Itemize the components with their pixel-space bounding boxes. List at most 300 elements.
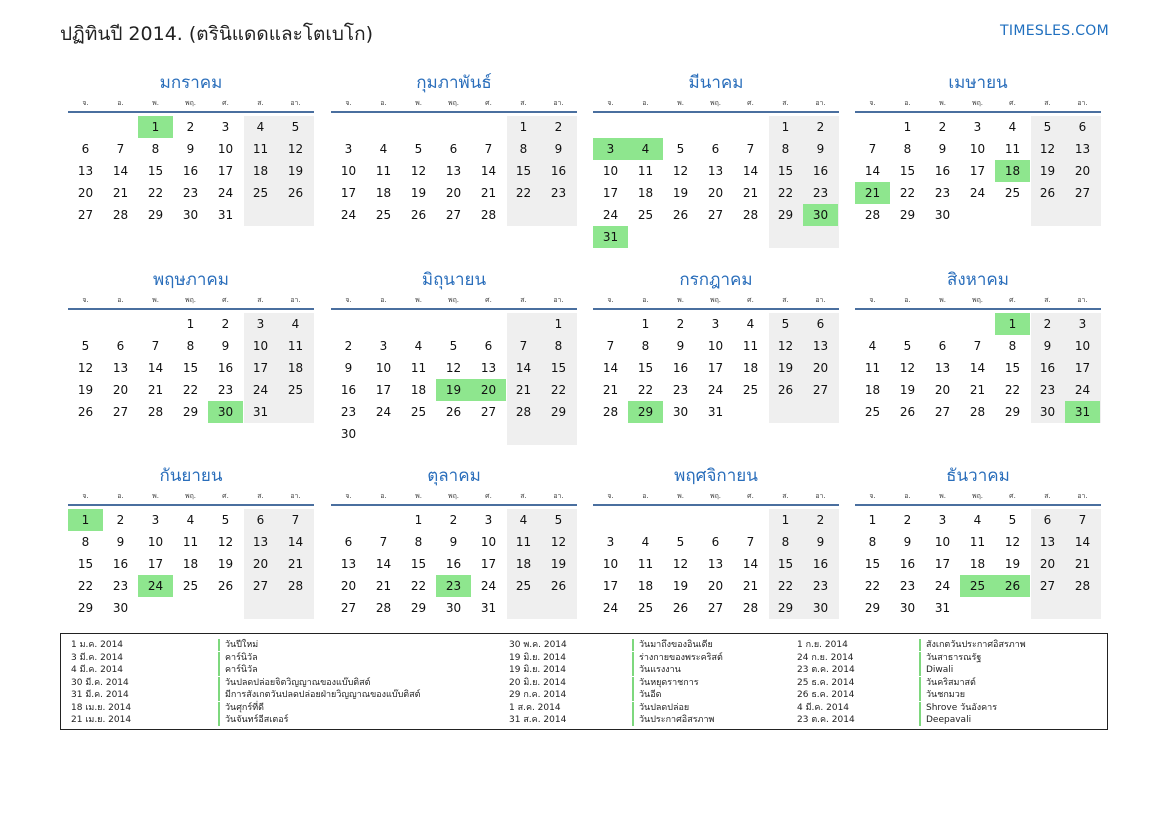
- day-cell: 25: [252, 186, 269, 200]
- day-cell: 9: [1043, 339, 1052, 353]
- day-cell: 2: [344, 339, 353, 353]
- day-cell: 16: [812, 164, 829, 178]
- day-grid: [855, 113, 1101, 253]
- day-cell: 27: [445, 208, 462, 222]
- day-cell: 5: [1008, 513, 1017, 527]
- weekday-label: อ.: [117, 99, 124, 107]
- day-cell: 10: [969, 142, 986, 156]
- weekday-label: อ.: [904, 99, 911, 107]
- day-cell: 1: [868, 513, 877, 527]
- day-cell: 8: [903, 142, 912, 156]
- day-cell: 24: [1074, 383, 1091, 397]
- day-cell: 24: [934, 579, 951, 593]
- day-cell: 31: [252, 405, 269, 419]
- day-cell: 4: [256, 120, 265, 134]
- legend-item: [797, 677, 976, 690]
- day-cell: 15: [77, 557, 94, 571]
- day-cell: 16: [217, 361, 234, 375]
- weekday-label: พฤ.: [184, 99, 197, 107]
- holiday-name: วันปีใหม่: [218, 639, 258, 651]
- legend-item: [71, 689, 421, 702]
- weekday-label: ศ.: [485, 296, 492, 304]
- weekday-label: ส.: [257, 492, 264, 500]
- day-cell: 27: [340, 601, 357, 615]
- holiday-day-cell: 24: [138, 575, 173, 597]
- day-cell: 16: [340, 383, 357, 397]
- day-cell: 8: [781, 142, 790, 156]
- day-cell: 13: [445, 164, 462, 178]
- legend-item: [71, 702, 264, 715]
- day-cell: 21: [742, 579, 759, 593]
- day-cell: 24: [602, 208, 619, 222]
- legend-item: [509, 652, 723, 665]
- day-grid: [331, 113, 577, 253]
- holiday-date: 24 ก.ย. 2014: [797, 652, 854, 663]
- day-cell: 14: [515, 361, 532, 375]
- day-cell: 11: [252, 142, 269, 156]
- day-cell: 12: [1004, 535, 1021, 549]
- day-cell: 25: [375, 208, 392, 222]
- holiday-date: 31 มี.ค. 2014: [71, 690, 129, 700]
- holiday-name: สังเกตวันประกาศอิสรภาพ: [919, 639, 1026, 651]
- day-cell: 14: [480, 164, 497, 178]
- day-cell: 20: [445, 186, 462, 200]
- day-cell: 29: [77, 601, 94, 615]
- day-cell: 29: [410, 601, 427, 615]
- day-cell: 29: [1004, 405, 1021, 419]
- day-cell: 28: [375, 601, 392, 615]
- holiday-name: วันอีด: [632, 689, 661, 701]
- month-title: ตุลาคม: [427, 466, 481, 486]
- day-grid: [855, 506, 1101, 646]
- day-cell: 24: [375, 405, 392, 419]
- day-cell: 25: [515, 579, 532, 593]
- day-cell: 3: [484, 513, 493, 527]
- weekday-label: อา.: [1077, 492, 1088, 500]
- day-cell: 25: [637, 601, 654, 615]
- holiday-name: คาร์นิวัล: [218, 664, 258, 676]
- month-block: [68, 70, 314, 253]
- day-cell: 10: [340, 164, 357, 178]
- day-cell: 26: [899, 405, 916, 419]
- weekday-header: [593, 489, 839, 503]
- holiday-name: วันชกมวย: [919, 689, 965, 701]
- day-cell: 23: [217, 383, 234, 397]
- weekday-label: จ.: [82, 99, 89, 107]
- day-cell: 1: [903, 120, 912, 134]
- day-cell: 11: [515, 535, 532, 549]
- day-cell: 14: [969, 361, 986, 375]
- day-cell: 17: [1074, 361, 1091, 375]
- day-cell: 8: [186, 339, 195, 353]
- holiday-day-cell: 1: [138, 116, 173, 138]
- weekday-label: จ.: [345, 492, 352, 500]
- day-cell: 5: [676, 535, 685, 549]
- day-cell: 28: [602, 405, 619, 419]
- month-title: ธันวาคม: [946, 466, 1010, 486]
- day-grid: [68, 113, 314, 253]
- day-cell: 12: [287, 142, 304, 156]
- day-cell: 23: [550, 186, 567, 200]
- weekday-label: ส.: [782, 492, 789, 500]
- day-cell: 6: [484, 339, 493, 353]
- weekday-label: ส.: [257, 99, 264, 107]
- weekday-label: จ.: [607, 99, 614, 107]
- weekday-label: พฤ.: [447, 99, 460, 107]
- day-cell: 15: [899, 164, 916, 178]
- weekday-label: ศ.: [747, 296, 754, 304]
- holiday-name: คาร์นิวัล: [218, 652, 258, 664]
- day-cell: 12: [1039, 142, 1056, 156]
- weekday-label: จ.: [869, 492, 876, 500]
- month-title: กรกฎาคม: [679, 270, 753, 290]
- day-cell: 10: [707, 339, 724, 353]
- weekday-label: อา.: [815, 492, 826, 500]
- holiday-day-cell: 20: [471, 379, 506, 401]
- day-cell: 6: [816, 317, 825, 331]
- day-cell: 13: [77, 164, 94, 178]
- weekday-label: พฤ.: [971, 99, 984, 107]
- day-cell: 27: [77, 208, 94, 222]
- day-cell: 7: [116, 142, 125, 156]
- day-cell: 21: [515, 383, 532, 397]
- day-cell: 10: [602, 557, 619, 571]
- day-cell: 8: [519, 142, 528, 156]
- brand-link[interactable]: TIMESLES.COM: [1000, 23, 1109, 39]
- month-title: กุมภาพันธ์: [416, 73, 492, 93]
- day-cell: 18: [182, 557, 199, 571]
- day-cell: 23: [672, 383, 689, 397]
- day-cell: 24: [217, 186, 234, 200]
- day-cell: 26: [77, 405, 94, 419]
- weekday-label: อ.: [904, 492, 911, 500]
- day-cell: 20: [707, 579, 724, 593]
- day-cell: 28: [969, 405, 986, 419]
- day-cell: 27: [1074, 186, 1091, 200]
- holiday-date: 23 ต.ค. 2014: [797, 665, 855, 675]
- day-cell: 29: [182, 405, 199, 419]
- holiday-name: วันคริสมาสต์: [919, 677, 976, 689]
- day-cell: 18: [637, 186, 654, 200]
- day-cell: 29: [550, 405, 567, 419]
- day-cell: 26: [445, 405, 462, 419]
- weekday-label: ศ.: [747, 492, 754, 500]
- day-cell: 11: [637, 557, 654, 571]
- day-cell: 4: [868, 339, 877, 353]
- day-cell: 7: [519, 339, 528, 353]
- day-cell: 9: [676, 339, 685, 353]
- weekday-label: ศ.: [1009, 296, 1016, 304]
- day-cell: 22: [864, 579, 881, 593]
- weekday-label: ส.: [782, 296, 789, 304]
- weekday-label: ศ.: [485, 99, 492, 107]
- holiday-date: 25 ธ.ค. 2014: [797, 677, 855, 688]
- day-cell: 22: [777, 186, 794, 200]
- holiday-day-cell: 23: [436, 575, 471, 597]
- day-cell: 3: [938, 513, 947, 527]
- day-cell: 2: [816, 120, 825, 134]
- weekday-label: อา.: [815, 296, 826, 304]
- legend-item: [509, 714, 715, 727]
- day-cell: 13: [934, 361, 951, 375]
- day-cell: 11: [742, 339, 759, 353]
- holiday-date: 19 มิ.ย. 2014: [509, 665, 567, 675]
- weekday-label: จ.: [345, 296, 352, 304]
- weekday-label: อ.: [117, 492, 124, 500]
- day-cell: 24: [707, 383, 724, 397]
- day-cell: 18: [410, 383, 427, 397]
- legend-item: [509, 689, 662, 702]
- day-cell: 31: [217, 208, 234, 222]
- day-cell: 12: [899, 361, 916, 375]
- weekday-label: ส.: [257, 296, 264, 304]
- day-cell: 15: [637, 361, 654, 375]
- day-cell: 5: [676, 142, 685, 156]
- day-cell: 25: [742, 383, 759, 397]
- day-cell: 31: [934, 601, 951, 615]
- day-cell: 21: [1074, 557, 1091, 571]
- day-cell: 28: [112, 208, 129, 222]
- holiday-day-cell: 21: [855, 182, 890, 204]
- weekday-header: [331, 489, 577, 503]
- holiday-date: 18 เม.ย. 2014: [71, 702, 132, 713]
- holiday-date: 3 มี.ค. 2014: [71, 652, 124, 663]
- day-cell: 27: [1039, 579, 1056, 593]
- day-cell: 25: [864, 405, 881, 419]
- day-cell: 5: [449, 339, 458, 353]
- day-cell: 18: [287, 361, 304, 375]
- day-cell: 4: [973, 513, 982, 527]
- day-cell: 10: [1074, 339, 1091, 353]
- day-cell: 1: [781, 513, 790, 527]
- day-cell: 14: [147, 361, 164, 375]
- day-cell: 6: [81, 142, 90, 156]
- day-cell: 20: [707, 186, 724, 200]
- day-cell: 5: [414, 142, 423, 156]
- day-cell: 10: [934, 535, 951, 549]
- holiday-name: วันหยุดราชการ: [632, 677, 699, 689]
- day-cell: 3: [711, 317, 720, 331]
- legend-item: [71, 652, 258, 665]
- day-cell: 25: [410, 405, 427, 419]
- day-cell: 1: [641, 317, 650, 331]
- day-cell: 17: [340, 186, 357, 200]
- day-cell: 7: [291, 513, 300, 527]
- day-cell: 2: [186, 120, 195, 134]
- day-cell: 30: [112, 601, 129, 615]
- day-cell: 17: [252, 361, 269, 375]
- day-cell: 19: [550, 557, 567, 571]
- day-cell: 15: [1004, 361, 1021, 375]
- day-cell: 23: [182, 186, 199, 200]
- day-cell: 2: [676, 317, 685, 331]
- day-cell: 8: [868, 535, 877, 549]
- weekday-label: จ.: [82, 492, 89, 500]
- day-cell: 13: [1039, 535, 1056, 549]
- day-cell: 16: [182, 164, 199, 178]
- day-cell: 22: [1004, 383, 1021, 397]
- day-cell: 17: [934, 557, 951, 571]
- day-cell: 10: [602, 164, 619, 178]
- day-cell: 15: [777, 557, 794, 571]
- day-cell: 9: [344, 361, 353, 375]
- weekday-label: พ.: [152, 296, 159, 304]
- day-cell: 13: [707, 557, 724, 571]
- holiday-day-cell: 1: [68, 509, 103, 531]
- day-cell: 24: [602, 601, 619, 615]
- holiday-day-cell: 3: [593, 138, 628, 160]
- day-cell: 10: [252, 339, 269, 353]
- day-cell: 15: [777, 164, 794, 178]
- day-cell: 7: [606, 339, 615, 353]
- day-cell: 5: [1043, 120, 1052, 134]
- day-cell: 19: [77, 383, 94, 397]
- day-cell: 16: [112, 557, 129, 571]
- weekday-label: ศ.: [1009, 99, 1016, 107]
- day-cell: 8: [781, 535, 790, 549]
- weekday-label: พฤ.: [709, 99, 722, 107]
- weekday-label: ส.: [520, 99, 527, 107]
- day-cell: 4: [379, 142, 388, 156]
- weekday-header: [68, 293, 314, 307]
- weekday-label: ศ.: [747, 99, 754, 107]
- day-cell: 29: [899, 208, 916, 222]
- legend-column: [509, 639, 723, 727]
- day-cell: 14: [375, 557, 392, 571]
- day-cell: 4: [641, 535, 650, 549]
- month-block: [593, 267, 839, 450]
- weekday-label: อ.: [642, 99, 649, 107]
- day-cell: 17: [147, 557, 164, 571]
- day-grid: [68, 310, 314, 450]
- month-block: [593, 70, 839, 253]
- month-block: [68, 267, 314, 450]
- day-cell: 6: [1078, 120, 1087, 134]
- holiday-name: Shrove วันอังคาร: [919, 702, 997, 714]
- weekday-label: อ.: [380, 99, 387, 107]
- day-cell: 21: [602, 383, 619, 397]
- day-cell: 7: [379, 535, 388, 549]
- weekday-header: [68, 489, 314, 503]
- day-grid: [593, 506, 839, 646]
- day-cell: 28: [287, 579, 304, 593]
- holiday-name: วันปลดปล่อย: [632, 702, 689, 714]
- day-cell: 19: [217, 557, 234, 571]
- weekday-label: อ.: [642, 296, 649, 304]
- weekday-label: พฤ.: [971, 296, 984, 304]
- holiday-name: Diwali: [919, 664, 953, 676]
- day-cell: 15: [515, 164, 532, 178]
- day-cell: 23: [934, 186, 951, 200]
- day-cell: 8: [81, 535, 90, 549]
- day-cell: 22: [550, 383, 567, 397]
- weekday-label: ศ.: [222, 296, 229, 304]
- day-grid: [593, 113, 839, 253]
- month-block: [331, 267, 577, 450]
- day-cell: 11: [969, 535, 986, 549]
- month-block: [855, 463, 1101, 646]
- day-cell: 16: [812, 557, 829, 571]
- holiday-name: วันแรงงาน: [632, 664, 681, 676]
- day-cell: 27: [480, 405, 497, 419]
- day-cell: 28: [742, 208, 759, 222]
- month-block: [855, 267, 1101, 450]
- day-grid: [68, 506, 314, 646]
- weekday-header: [593, 293, 839, 307]
- month-block: [68, 463, 314, 646]
- holiday-day-cell: 18: [995, 160, 1030, 182]
- day-cell: 5: [903, 339, 912, 353]
- day-cell: 9: [903, 535, 912, 549]
- day-cell: 24: [252, 383, 269, 397]
- day-cell: 7: [1078, 513, 1087, 527]
- weekday-header: [593, 96, 839, 110]
- day-cell: 12: [445, 361, 462, 375]
- holiday-date: 4 มี.ค. 2014: [71, 665, 124, 675]
- weekday-label: พ.: [415, 99, 422, 107]
- day-cell: 20: [812, 361, 829, 375]
- holiday-name: วันศุกร์ที่ดี: [218, 702, 264, 714]
- day-cell: 27: [812, 383, 829, 397]
- day-cell: 16: [672, 361, 689, 375]
- day-cell: 27: [112, 405, 129, 419]
- day-cell: 3: [606, 535, 615, 549]
- day-cell: 27: [707, 601, 724, 615]
- weekday-label: ส.: [1044, 296, 1051, 304]
- day-grid: [331, 506, 577, 646]
- weekday-label: พฤ.: [447, 296, 460, 304]
- weekday-label: ศ.: [222, 492, 229, 500]
- legend-item: [71, 677, 371, 690]
- day-cell: 22: [777, 579, 794, 593]
- day-cell: 30: [812, 601, 829, 615]
- holiday-date: 30 พ.ค. 2014: [509, 640, 567, 650]
- weekday-label: จ.: [607, 492, 614, 500]
- day-cell: 9: [186, 142, 195, 156]
- holiday-date: 20 มิ.ย. 2014: [509, 677, 567, 688]
- day-cell: 28: [480, 208, 497, 222]
- day-cell: 24: [480, 579, 497, 593]
- weekday-label: อ.: [904, 296, 911, 304]
- weekday-header: [855, 293, 1101, 307]
- day-cell: 13: [112, 361, 129, 375]
- day-cell: 30: [934, 208, 951, 222]
- legend-item: [797, 714, 972, 727]
- month-title: มกราคม: [159, 73, 223, 93]
- holiday-day-cell: 25: [960, 575, 995, 597]
- day-cell: 3: [344, 142, 353, 156]
- day-cell: 18: [515, 557, 532, 571]
- day-cell: 15: [864, 557, 881, 571]
- weekday-label: อา.: [290, 296, 301, 304]
- month-title: กันยายน: [159, 466, 223, 486]
- day-cell: 5: [781, 317, 790, 331]
- day-cell: 22: [637, 383, 654, 397]
- weekday-label: จ.: [82, 296, 89, 304]
- day-cell: 26: [550, 579, 567, 593]
- day-cell: 7: [746, 535, 755, 549]
- weekday-label: อา.: [553, 99, 564, 107]
- day-cell: 22: [899, 186, 916, 200]
- day-cell: 23: [899, 579, 916, 593]
- day-cell: 12: [550, 535, 567, 549]
- day-cell: 4: [186, 513, 195, 527]
- holiday-day-cell: 1: [995, 313, 1030, 335]
- weekday-label: อา.: [553, 492, 564, 500]
- month-title: มิถุนายน: [421, 270, 487, 290]
- day-cell: 2: [116, 513, 125, 527]
- day-cell: 29: [777, 601, 794, 615]
